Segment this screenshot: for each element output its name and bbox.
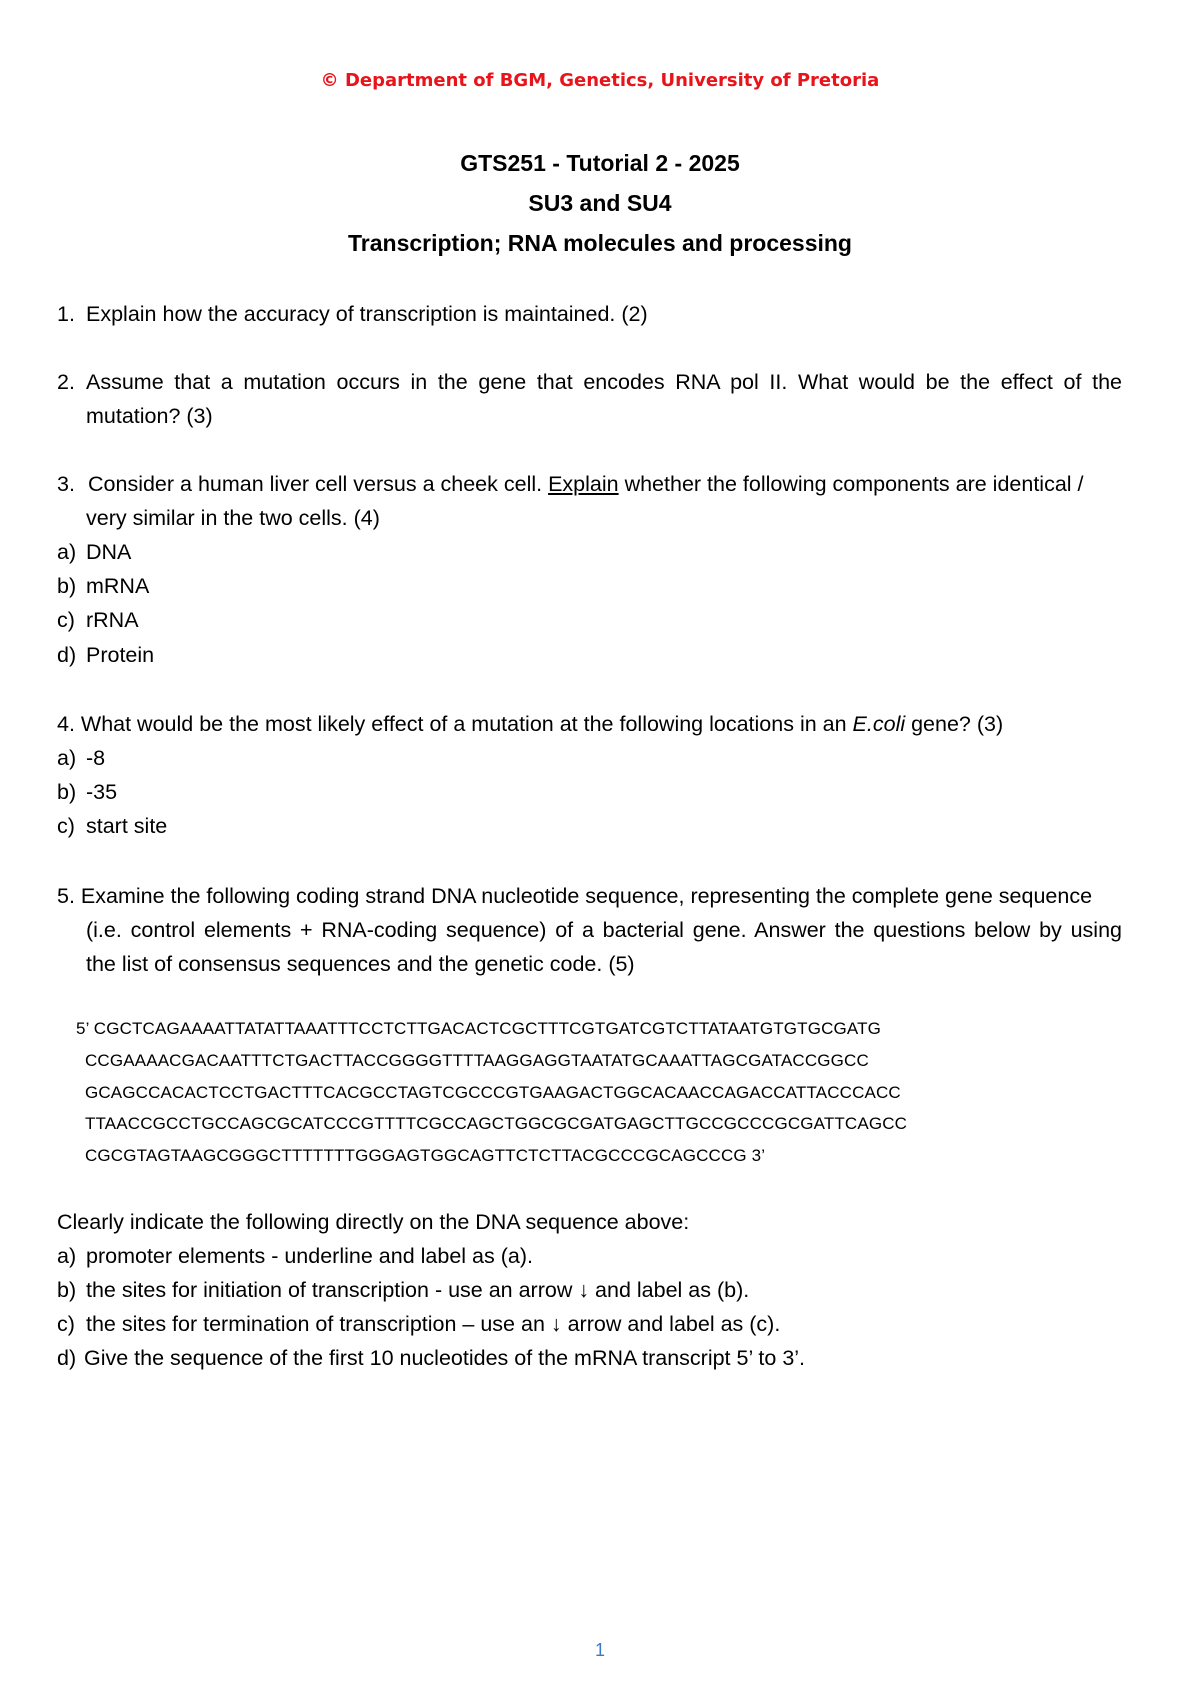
question-4-item-c-text: start site	[86, 814, 168, 838]
question-5-item-c-text: the sites for termination of transcription – use an ↓ arrow and label as (c).	[86, 1312, 781, 1336]
dna-sequence-line-1: 5’ CGCTCAGAAAATTATATTAAATTTCCTCTTGACACTCGCTTTCGTGATCGTCTTATAATGTGTGCGATG	[76, 1019, 882, 1038]
question-5-line-3: the list of consensus sequences and the genetic code. (5)	[86, 952, 635, 976]
question-5-item-b-text: the sites for initiation of transcription - use an arrow ↓ and label as (b).	[86, 1278, 750, 1302]
dna-sequence-line-3: GCAGCCACACTCCTGACTTTCACGCCTAGTCGCCCGTGAAGACTGGCACAACCAGACCATTACCCACC	[85, 1083, 901, 1102]
ecoli-italic: E.coli	[852, 712, 906, 736]
question-2-line-1: Assume that a mutation occurs in the gene that encodes RNA pol II. What would be the effect of the	[86, 370, 1122, 394]
question-5-item-c-label: c)	[57, 1312, 75, 1336]
topic-title: Transcription; RNA molecules and processing	[348, 230, 852, 256]
question-3-item-b-label: b)	[57, 574, 77, 598]
question-1-number: 1.	[57, 302, 75, 326]
question-5-item-d-text: Give the sequence of the first 10 nucleotides of the mRNA transcript 5’ to 3’.	[84, 1346, 806, 1370]
question-3-item-c-text: rRNA	[86, 608, 139, 632]
question-3-item-d-text: Protein	[86, 643, 155, 667]
question-1-text: Explain how the accuracy of transcription is maintained. (2)	[86, 302, 648, 326]
question-3-line-1	[88, 470, 1084, 498]
question-3-line-1-c: whether the following components are identical /	[618, 472, 1084, 496]
question-4-item-b-text: -35	[86, 780, 118, 804]
question-2-number: 2.	[57, 370, 75, 394]
question-5-line-1: 5. Examine the following coding strand DNA nucleotide sequence, representing the complete gene sequence	[57, 884, 1093, 908]
question-4-item-b-label: b)	[57, 780, 77, 804]
question-3-line-1-a: Consider a human liver cell versus a cheek cell.	[88, 472, 549, 496]
question-3-number: 3.	[57, 472, 75, 496]
explain-emphasis: Explain	[548, 472, 619, 496]
question-4-item-a-label: a)	[57, 746, 77, 770]
dna-sequence-line-5: CGCGTAGTAAGCGGGCTTTTTTTGGGAGTGGCAGTTCTCTTACGCCCGCAGCCCG 3’	[85, 1146, 766, 1165]
study-units-title: SU3 and SU4	[528, 190, 672, 216]
question-5-item-a-label: a)	[57, 1244, 77, 1268]
dna-sequence-line-2: CCGAAAACGACAATTTCTGACTTACCGGGGTTTTAAGGAGGTAATATGCAAATTAGCGATACCGGCC	[85, 1051, 869, 1070]
question-5-item-a-text: promoter elements - underline and label as (a).	[86, 1244, 533, 1268]
question-4-item-c-label: c)	[57, 814, 75, 838]
question-5-item-b-label: b)	[57, 1278, 77, 1302]
question-3-item-a-text: DNA	[86, 540, 132, 564]
page-number: 1	[594, 1640, 605, 1660]
question-3-item-a-label: a)	[57, 540, 77, 564]
question-3-line-2: very similar in the two cells. (4)	[86, 506, 380, 530]
question-5-instruction: Clearly indicate the following directly on the DNA sequence above:	[57, 1210, 690, 1234]
copyright-notice: © Department of BGM, Genetics, University of Pretoria	[320, 70, 880, 91]
question-4-line-c: gene? (3)	[905, 712, 1004, 736]
dna-sequence-line-4: TTAACCGCCTGCCAGCGCATCCCGTTTTCGCCAGCTGGCGCGATGAGCTTGCCGCCCGCGATTCAGCC	[85, 1114, 908, 1133]
tutorial-title: GTS251 - Tutorial 2 - 2025	[460, 150, 740, 176]
question-5-item-d-label: d)	[57, 1346, 77, 1370]
question-4-line-a: 4. What would be the most likely effect of a mutation at the following locations in an	[57, 712, 853, 736]
question-3-item-b-text: mRNA	[86, 574, 150, 598]
question-4-item-a-text: -8	[86, 746, 106, 770]
question-5-line-2: (i.e. control elements + RNA-coding sequence) of a bacterial gene. Answer the questions below by using	[86, 918, 1122, 942]
question-3-item-d-label: d)	[57, 643, 77, 667]
question-3-item-c-label: c)	[57, 608, 75, 632]
question-4-line	[57, 710, 1003, 738]
question-2-line-2: mutation? (3)	[86, 404, 213, 428]
